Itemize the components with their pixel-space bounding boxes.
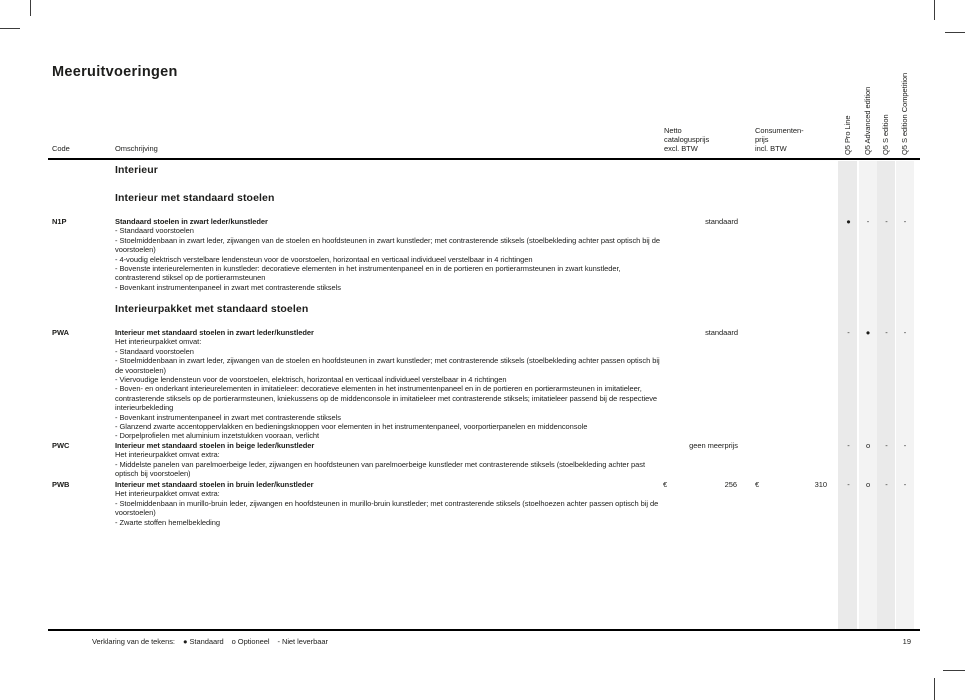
crop-mark-top-left-h	[0, 28, 20, 29]
legend-label: Verklaring van de tekens:	[92, 637, 175, 646]
column-header-edition-q5-s-competition: Q5 S edition Competition	[900, 72, 909, 155]
feature-line: - Stoelmiddenbaan in zwart leder, zijwangen van de stoelen en hoofdsteunen in zwart kunstleder; met contrasterende stiksels (stoelbekleding achter passen optisch bij de voorstoelen)	[115, 356, 660, 375]
feature-line: - Dorpelprofielen met aluminium inzetstukken vooraan, verlicht	[115, 431, 320, 441]
header-line: Netto	[664, 126, 682, 135]
option-description	[115, 441, 660, 479]
availability-mark: o	[865, 441, 871, 450]
column-header-code: Code	[52, 144, 70, 153]
header-line: Consumenten-	[755, 126, 804, 135]
feature-line: - Bovenkant instrumentenpaneel in zwart met contrasterende stiksels	[115, 412, 341, 422]
header-rule	[48, 158, 920, 160]
feature-line: - Stoelmiddenbaan in zwart leder, zijwangen van de stoelen en hoofdsteunen in zwart kunstleder; met contrasterende stiksels (stoelbekleding achter past optisch bij de voorstoelen)	[115, 235, 660, 255]
feature-line: - 4-voudig elektrisch verstelbare lendensteun voor de voorstoelen, horizontaal en verticaal individueel verstelbaar in 4 richtingen	[115, 254, 533, 264]
section-heading-interieur: Interieur	[115, 164, 158, 176]
footer-legend	[92, 637, 344, 646]
crop-mark-top-left-v	[30, 0, 31, 16]
table-row-pwc	[0, 441, 965, 479]
feature-line: - Viervoudige lendensteun voor de voorstoelen, elektrisch, horizontaal en verticaal individueel verstelbaar in 4 richtingen	[115, 375, 507, 385]
option-code: PWB	[52, 480, 70, 489]
legend-item: - Niet leverbaar	[277, 637, 328, 646]
option-title: Interieur met standaard stoelen in zwart leder/kunstleder	[115, 328, 314, 337]
feature-line: Het interieurpakket omvat extra:	[115, 450, 220, 460]
option-description	[115, 217, 660, 292]
option-code: N1P	[52, 217, 67, 226]
availability-mark: -	[847, 480, 850, 489]
crop-mark-bottom-right-v	[934, 678, 935, 700]
feature-line: - Stoelmiddenbaan in murillo-bruin leder, zijwangen en hoofdsteunen in murillo-bruin kunstleder; met contrasterende stiksels (stoelhoezen achter passen optisch bij de voorstoelen)	[115, 498, 659, 518]
column-header-consumer-price	[755, 126, 804, 154]
option-title: Interieur met standaard stoelen in bruin leder/kunstleder	[115, 480, 314, 489]
page-title: Meeruitvoeringen	[52, 64, 178, 80]
option-bullets	[115, 450, 660, 478]
section-heading-standard-seats: Interieur met standaard stoelen	[115, 192, 275, 204]
header-line: catalogusprijs	[664, 135, 710, 145]
feature-line: - Standaard voorstoelen	[115, 346, 194, 356]
availability-mark: -	[885, 217, 888, 226]
header-line: prijs	[755, 135, 769, 145]
legend-item: o Optioneel	[231, 637, 270, 646]
page-number: 19	[902, 637, 911, 646]
feature-line: - Zwarte stoffen hemelbekleding	[115, 517, 221, 527]
availability-mark: -	[903, 328, 907, 337]
availability-mark: -	[847, 328, 850, 337]
footer-rule	[48, 629, 920, 631]
option-code: PWA	[52, 328, 69, 337]
availability-mark: o	[865, 480, 871, 489]
option-bullets	[115, 489, 660, 527]
crop-mark-bottom-right-h	[943, 670, 965, 671]
availability-mark: -	[847, 441, 850, 450]
net-price-label: standaard	[705, 328, 738, 337]
consumer-price-value: 310	[814, 480, 827, 489]
availability-mark: -	[885, 480, 888, 489]
column-header-net-price	[664, 126, 709, 154]
option-bullets	[115, 337, 660, 440]
net-price	[663, 480, 737, 489]
option-bullets	[115, 226, 660, 292]
option-description	[115, 328, 660, 441]
euro-symbol: €	[663, 480, 668, 489]
section-heading-interior-package: Interieurpakket met standaard stoelen	[115, 303, 309, 315]
feature-line: - Standaard voorstoelen	[115, 226, 194, 236]
legend-item: ● Standaard	[182, 637, 224, 646]
availability-marks	[838, 480, 914, 489]
header-line: incl. BTW	[755, 144, 787, 154]
availability-mark: -	[903, 441, 907, 450]
crop-mark-top-right-h	[945, 32, 965, 33]
feature-line: - Boven- en onderkant interieurelementen in imitatieleer: decoratieve elementen in het instrumentenpaneel en in de portieren en portierarmsteunen in imitatieleer, contrasterende stiksels op de portierarmsteunen, kniekussens op de middenconsole in imitatieleer met contrasterende stiksels; imitatieleer passend bij de respectieve interieurbekleding	[115, 384, 658, 413]
table-row-pwa	[0, 328, 965, 441]
feature-line: - Glanzend zwarte accentoppervlakken en bedieningsknoppen voor elementen in het instrumentenpaneel, voorportierpanelen en middenconsole	[115, 422, 588, 432]
table-row-n1p	[0, 217, 965, 292]
header-line: excl. BTW	[664, 144, 698, 154]
availability-mark: -	[866, 217, 870, 226]
availability-mark: -	[903, 480, 907, 489]
availability-mark: ●	[865, 328, 871, 337]
option-code: PWC	[52, 441, 70, 450]
feature-line: - Middelste panelen van parelmoerbeige leder, zijwangen en hoofdsteunen van parelmoerbeige kunstleder met contrasterende stiksels (stoelbekleding achter past optisch bij voorstoelen)	[115, 459, 645, 479]
net-price-value: 256	[724, 480, 737, 489]
column-header-edition-q5-pro-line: Q5 Pro Line	[843, 115, 852, 155]
legend-items	[183, 637, 336, 646]
column-header-edition-q5-advanced: Q5 Advanced edition	[863, 86, 872, 155]
availability-marks	[838, 328, 914, 337]
table-row-pwb	[0, 480, 965, 527]
option-title: Standaard stoelen in zwart leder/kunstleder	[115, 217, 268, 226]
euro-symbol: €	[755, 480, 760, 489]
crop-mark-top-right-v	[934, 0, 935, 20]
availability-marks	[838, 217, 914, 226]
availability-mark: ●	[846, 217, 851, 226]
feature-line: Het interieurpakket omvat extra:	[115, 489, 220, 499]
column-header-edition-q5-s: Q5 S edition	[881, 114, 890, 155]
feature-line: Het interieurpakket omvat:	[115, 337, 202, 347]
availability-mark: -	[903, 217, 907, 226]
option-description	[115, 480, 660, 527]
column-header-description: Omschrijving	[115, 144, 158, 153]
option-title: Interieur met standaard stoelen in beige leder/kunstleder	[115, 441, 315, 450]
availability-mark: -	[885, 328, 888, 337]
feature-line: - Bovenste interieurelementen in kunstleder: decoratieve elementen in het instrumentenpaneel en in de portieren en portierarmsteunen in zwart kunstleder, contrasterend stiksel op de portierarmsteunen	[115, 264, 621, 283]
availability-marks	[838, 441, 914, 450]
feature-line: - Bovenkant instrumentenpaneel in zwart met contrasterende stiksels	[115, 282, 341, 292]
availability-mark: -	[885, 441, 888, 450]
consumer-price	[755, 480, 827, 489]
net-price-label: geen meerprijs	[689, 441, 738, 450]
net-price-label: standaard	[705, 217, 738, 226]
